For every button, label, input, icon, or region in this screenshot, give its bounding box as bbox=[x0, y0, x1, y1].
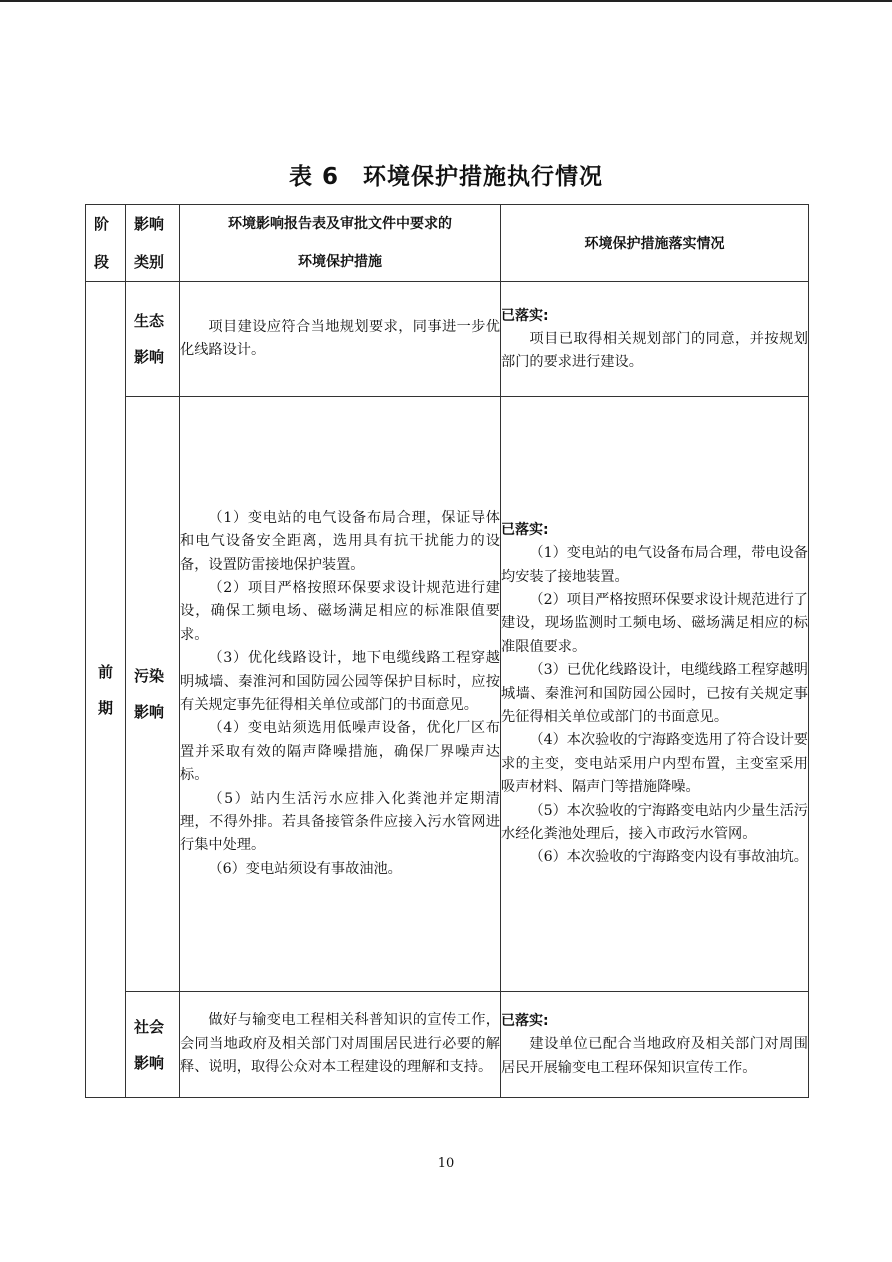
requirement-cell bbox=[180, 282, 501, 397]
header-type bbox=[126, 205, 180, 282]
type-cell-social bbox=[126, 992, 180, 1098]
requirement-cell bbox=[180, 992, 501, 1098]
requirement-paragraph: 项目建设应符合当地规划要求，同事进一步优化线路设计。 bbox=[180, 318, 500, 358]
requirement-paragraph: （6）变电站须设有事故油池。 bbox=[208, 860, 402, 877]
header-requirement bbox=[180, 205, 501, 282]
type-line2: 影响 bbox=[134, 703, 165, 721]
status-label: 已落实: bbox=[501, 522, 549, 539]
stage-cell bbox=[86, 282, 126, 1098]
implementation-cell bbox=[501, 397, 809, 992]
stage-line1: 前 bbox=[97, 662, 113, 681]
table-title: 表 6 环境保护措施执行情况 bbox=[288, 164, 603, 190]
table-header-row bbox=[86, 205, 809, 282]
implementation-paragraph: （4）本次验收的宁海路变选用了符合设计要求的主变，变电站采用户内型布置，主变室采用吸声材料、隔声门等措施降噪。 bbox=[501, 732, 808, 796]
table-row bbox=[86, 992, 809, 1098]
header-stage-line2: 段 bbox=[94, 253, 110, 271]
type-cell-ecology bbox=[126, 282, 180, 397]
requirement-cell bbox=[180, 397, 501, 992]
header-type-line1: 影响 bbox=[134, 215, 165, 233]
implementation-paragraph: （5）本次验收的宁海路变电站内少量生活污水经化粪池处理后，接入市政污水管网。 bbox=[501, 802, 808, 843]
type-cell-pollution bbox=[126, 397, 180, 992]
requirement-paragraph: （4）变电站须选用低噪声设备，优化厂区布置并采取有效的隔声降噪措施，确保厂界噪声达标。 bbox=[180, 720, 500, 784]
implementation-paragraph: 建设单位已配合当地政府及相关部门对周围居民开展输变电工程环保知识宣传工作。 bbox=[501, 1036, 808, 1076]
implementation-paragraph: （1）变电站的电气设备布局合理，带电设备均安装了接地装置。 bbox=[501, 545, 808, 585]
header-requirement-line2: 环境保护措施 bbox=[298, 254, 382, 270]
requirement-paragraph: （1）变电站的电气设备布局合理，保证导体和电气设备安全距离，选用具有抗干扰能力的设备，设置防雷接地保护装置。 bbox=[180, 509, 500, 573]
header-stage-line1: 阶 bbox=[94, 215, 110, 233]
requirement-paragraph: （5）站内生活污水应排入化粪池并定期清理，不得外排。若具备接管条件应接入污水管网进行集中处理。 bbox=[180, 790, 500, 854]
header-type-line2: 类别 bbox=[134, 253, 165, 271]
page-number: 10 bbox=[437, 1156, 455, 1171]
status-label: 已落实: bbox=[501, 307, 549, 324]
type-line1: 生态 bbox=[134, 312, 165, 330]
requirement-paragraph: （3）优化线路设计，地下电缆线路工程穿越明城墙、秦淮河和国防园公园等保护目标时，应按有关规定事先征得相关单位或部门的书面意见。 bbox=[180, 650, 500, 713]
implementation-cell bbox=[501, 992, 809, 1098]
implementation-paragraph: （3）已优化线路设计，电缆线路工程穿越明城墙、秦淮河和国防园公园时，已按有关规定事先征得相关单位或部门的书面意见。 bbox=[501, 662, 808, 725]
status-label: 已落实: bbox=[501, 1013, 549, 1030]
header-requirement-line1: 环境影响报告表及审批文件中要求的 bbox=[228, 216, 452, 232]
implementation-paragraph: （2）项目严格按照环保要求设计规范进行了建设，现场监测时工频电场、磁场满足相应的标准限值要求。 bbox=[501, 591, 808, 655]
type-line2: 影响 bbox=[134, 1053, 165, 1072]
requirement-paragraph: （2）项目严格按照环保要求设计规范进行建设，确保工频电场、磁场满足相应的标准限值要求。 bbox=[180, 579, 500, 643]
table-row bbox=[86, 282, 809, 397]
implementation-paragraph: 项目已取得相关规划部门的同意，并按规划部门的要求进行建设。 bbox=[501, 330, 808, 370]
measures-table bbox=[85, 204, 809, 1098]
table-row bbox=[86, 397, 809, 992]
stage-line2: 期 bbox=[97, 698, 113, 717]
top-border-line bbox=[0, 0, 892, 2]
header-implementation: 环境保护措施落实情况 bbox=[501, 205, 809, 282]
implementation-paragraph: （6）本次验收的宁海路变内设有事故油坑。 bbox=[529, 849, 808, 866]
header-stage bbox=[86, 205, 126, 282]
implementation-cell bbox=[501, 282, 809, 397]
requirement-paragraph: 做好与输变电工程相关科普知识的宣传工作，会同当地政府及相关部门对周围居民进行必要的解释、说明，取得公众对本工程建设的理解和支持。 bbox=[180, 1012, 500, 1076]
type-line2: 影响 bbox=[134, 348, 165, 366]
type-line1: 污染 bbox=[134, 667, 165, 685]
type-line1: 社会 bbox=[134, 1017, 165, 1036]
